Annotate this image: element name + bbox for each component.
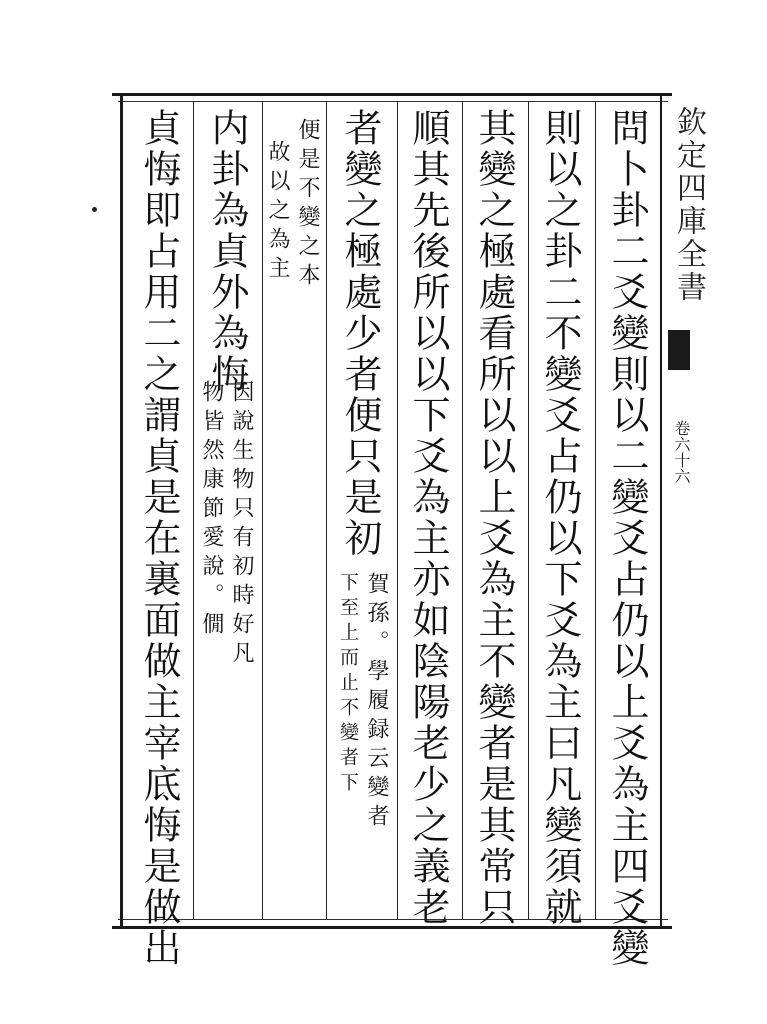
frame-top-inner-border [118, 101, 668, 102]
text-column-9: 貞悔即占用二之謂貞是在裏面做主宰底悔是做出 [137, 108, 181, 969]
column-divider [193, 101, 194, 919]
text-column-1: 問卜卦二爻變則以二變爻占仍以上爻為主四爻變 [605, 108, 649, 969]
frame-left-border [120, 93, 123, 929]
text-column-3: 其變之極處看所以以上爻為主不變者是其常只 [472, 108, 516, 928]
annotation-right-line: 賀孫。學履録云變者 [364, 572, 389, 833]
column-divider [262, 101, 263, 919]
frame-bottom-border [112, 926, 672, 929]
margin-page-number: 卷六十六 [672, 420, 691, 484]
column-divider [528, 101, 529, 919]
frame-bottom-inner-border [118, 919, 668, 920]
column-divider [397, 101, 398, 919]
annotation-column-6: 便是不變之本 [295, 118, 320, 292]
frame-right-border [660, 93, 662, 929]
text-column-2: 則以之卦二不變爻占仍以下爻為主曰凡變須就 [538, 108, 582, 928]
frame-top-border [112, 93, 672, 96]
margin-book-title: 欽定四庫全書 [671, 106, 706, 304]
annotation-right-line: 因說生物只有初時好凡 [229, 380, 254, 670]
annotation-left-line: 物皆然康節愛說。僩 [199, 380, 224, 641]
text-column-5: 者變之極處少者便只是初 [338, 108, 382, 559]
text-column-4: 順其先後所以以下爻為主亦如陰陽老少之義老 [406, 108, 450, 928]
stray-dot [92, 207, 97, 212]
column-divider [326, 101, 327, 919]
annotation-column-7: 故以之為主 [265, 140, 290, 285]
column-divider [595, 101, 596, 919]
margin-fishtail-mark [668, 330, 690, 370]
text-column-8: 内卦為貞外為悔 [205, 108, 249, 395]
annotation-left-line: 下至上而止不變者下 [337, 572, 359, 797]
column-divider [462, 101, 463, 919]
